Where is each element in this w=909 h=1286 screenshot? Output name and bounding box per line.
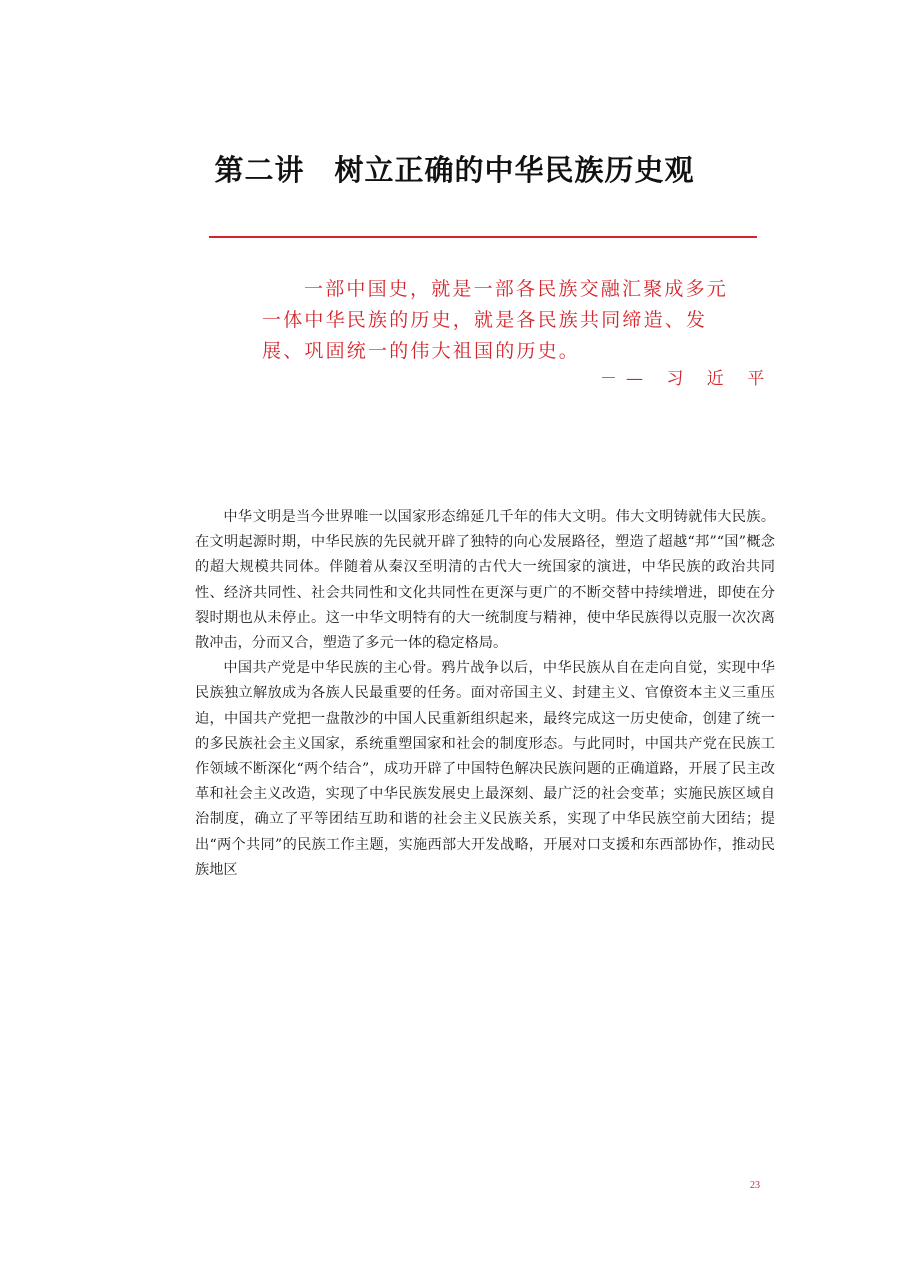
body-paragraph: 中国共产党是中华民族的主心骨。鸦片战争以后，中华民族从自在走向自觉，实现中华民族独立解放成为各族人民最重要的任务。面对帝国主义、封建主义、官僚资本主义三重压迫，中国共产党把一盘散沙的中国人民重新组织起来，最终完成这一历史使命，创建了统一的多民族社会主义国家，系统重塑国家和社会的制度形态。与此同时，中国共产党在民族工作领域不断深化“两个结合”，成功开辟了中国特色解决民族问题的正确道路，开展了民主改革和社会主义改造，实现了中华民族发展史上最深刻、最广泛的社会变革；实施民族区域自治制度，确立了平等团结互助和谐的社会主义民族关系，实现了中华民族空前大团结；提出“两个共同”的民族工作主题，实施西部大开发战略，开展对口支援和东西部协作，推动民族地区: [195, 660, 775, 878]
title-divider: [209, 236, 757, 238]
epigraph-attribution: －— 习 近 平: [600, 369, 774, 389]
epigraph-line: 展、巩固统一的伟大祖国的历史。: [262, 340, 581, 362]
epigraph-quote: [262, 274, 729, 367]
epigraph-line: 一体中华民族的历史，就是各民族共同缔造、发: [262, 309, 708, 331]
page-number: 23: [750, 1180, 760, 1191]
chapter-title: 第二讲 树立正确的中华民族历史观: [214, 153, 695, 187]
body-paragraph: 中华文明是当今世界唯一以国家形态绵延几千年的伟大文明。伟大文明铸就伟大民族。在文明起源时期，中华民族的先民就开辟了独特的向心发展路径，塑造了超越“邦”“国”概念的超大规模共同体。伴随着从秦汉至明清的古代大一统国家的演进，中华民族的政治共同性、经济共同性、社会共同性和文化共同性在更深与更广的不断交替中持续增进，即使在分裂时期也从未停止。这一中华文明特有的大一统制度与精神，使中华民族得以克服一次次离散冲击，分而又合，塑造了多元一体的稳定格局。: [195, 509, 775, 652]
body-text: [195, 505, 775, 883]
epigraph-line: 一部中国史，就是一部各民族交融汇聚成多元: [304, 278, 729, 300]
